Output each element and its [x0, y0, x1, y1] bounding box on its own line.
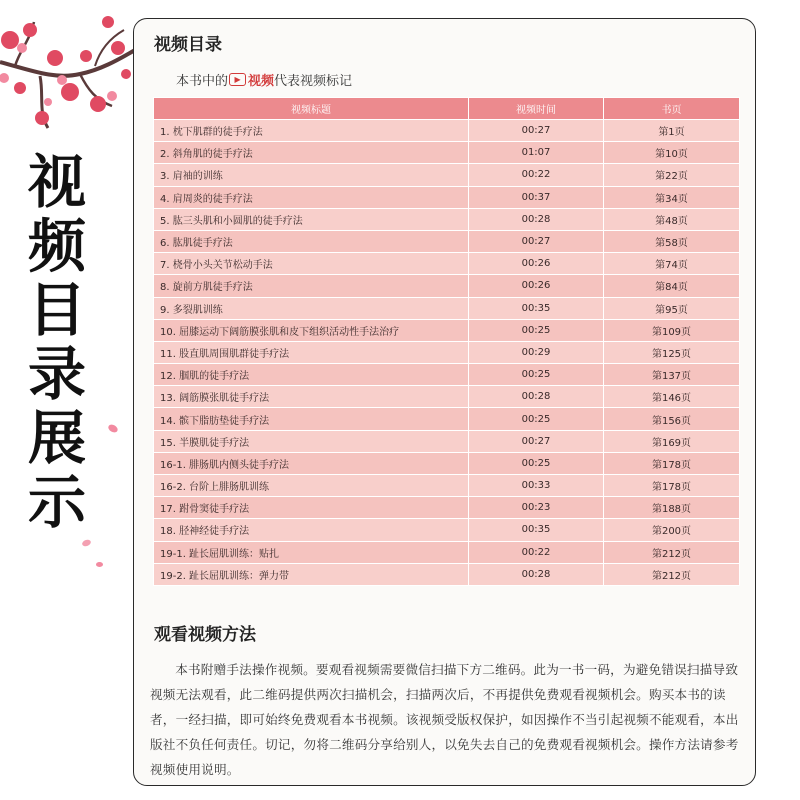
video-title-cell: 9. 多裂肌训练	[154, 297, 469, 319]
table-row	[154, 386, 740, 408]
video-title-cell: 3. 肩袖的训练	[154, 164, 469, 186]
video-time-cell: 00:22	[469, 164, 604, 186]
book-page-cell: 第48页	[604, 208, 740, 230]
section-title-watch-method: 观看视频方法	[154, 625, 256, 645]
book-page-cell: 第146页	[604, 386, 740, 408]
video-title-cell: 2. 斜角肌的徒手疗法	[154, 142, 469, 164]
table-row	[154, 164, 740, 186]
video-title-cell: 19-1. 趾长屈肌训练：贴扎	[154, 541, 469, 563]
video-time-cell: 00:27	[469, 120, 604, 142]
video-time-cell: 00:35	[469, 519, 604, 541]
table-row	[154, 519, 740, 541]
header-video-time: 视频时间	[469, 98, 604, 120]
book-page-cell: 第1页	[604, 120, 740, 142]
video-time-cell: 01:07	[469, 142, 604, 164]
book-page-cell: 第169页	[604, 430, 740, 452]
video-time-cell: 00:28	[469, 386, 604, 408]
table-row	[154, 430, 740, 452]
video-title-cell: 11. 股直肌周围肌群徒手疗法	[154, 341, 469, 363]
video-time-cell: 00:27	[469, 230, 604, 252]
video-title-cell: 13. 阔筋膜张肌徒手疗法	[154, 386, 469, 408]
video-title-cell: 12. 腘肌的徒手疗法	[154, 364, 469, 386]
table-row	[154, 341, 740, 363]
video-time-cell: 00:33	[469, 475, 604, 497]
video-time-cell: 00:22	[469, 541, 604, 563]
table-row	[154, 452, 740, 474]
video-title-cell: 16-1. 腓肠肌内侧头徒手疗法	[154, 452, 469, 474]
video-time-cell: 00:26	[469, 253, 604, 275]
intro-video-word: 视频	[248, 74, 275, 89]
table-row	[154, 253, 740, 275]
intro-text: 代表视频标记	[274, 74, 353, 89]
book-page-cell: 第95页	[604, 297, 740, 319]
video-title-cell: 10. 屈膝运动下阔筋膜张肌和皮下组织活动性手法治疗	[154, 319, 469, 341]
video-time-cell: 00:29	[469, 341, 604, 363]
header-book-page: 书页	[604, 98, 740, 120]
book-page-cell: 第109页	[604, 319, 740, 341]
table-row	[154, 475, 740, 497]
video-title-cell: 16-2. 台阶上腓肠肌训练	[154, 475, 469, 497]
intro-text: 本书中的	[176, 74, 229, 89]
video-time-cell: 00:28	[469, 563, 604, 585]
side-title-char: 展	[27, 404, 86, 472]
book-page-cell: 第178页	[604, 452, 740, 474]
table-row	[154, 208, 740, 230]
video-title-cell: 17. 跗骨窦徒手疗法	[154, 497, 469, 519]
side-title	[22, 150, 92, 534]
video-marker-note	[176, 70, 352, 89]
book-page-cell: 第84页	[604, 275, 740, 297]
table-row	[154, 541, 740, 563]
video-time-cell: 00:27	[469, 430, 604, 452]
paragraph-text: 本书附赠手法操作视频。要观看视频需要微信扫描下方二维码。此为一书一码，为避免错误扫描导致视频无法观看，此二维码提供两次扫描机会，扫描两次后，不再提供免费观看视频机会。购买本书的读者，一经扫描，即可始终免费观看本书视频。该视频受版权保护，如因操作不当引起视频不能观看，本出版社不负任何责任。切记，勿将二维码分享给别人，以免失去自己的免费观看视频机会。操作方法请参考视频使用说明。	[150, 662, 739, 777]
book-page-cell: 第74页	[604, 253, 740, 275]
petal-decoration	[96, 562, 103, 567]
video-title-cell: 19-2. 趾长屈肌训练：弹力带	[154, 563, 469, 585]
side-title-char: 录	[27, 340, 86, 408]
table-header-row	[154, 98, 740, 120]
video-title-cell: 18. 胫神经徒手疗法	[154, 519, 469, 541]
side-title-char: 频	[27, 212, 86, 280]
table-row	[154, 563, 740, 585]
table-row	[154, 364, 740, 386]
table-row	[154, 319, 740, 341]
video-time-cell: 00:25	[469, 408, 604, 430]
table-row	[154, 275, 740, 297]
side-title-char: 示	[27, 468, 86, 536]
book-page-cell: 第200页	[604, 519, 740, 541]
book-page-cell: 第178页	[604, 475, 740, 497]
video-time-cell: 00:28	[469, 208, 604, 230]
video-time-cell: 00:25	[469, 452, 604, 474]
book-page-cell: 第22页	[604, 164, 740, 186]
video-time-cell: 00:37	[469, 186, 604, 208]
video-title-cell: 4. 肩周炎的徒手疗法	[154, 186, 469, 208]
video-time-cell: 00:26	[469, 275, 604, 297]
book-page-cell: 第212页	[604, 563, 740, 585]
table-row	[154, 230, 740, 252]
book-page-cell: 第58页	[604, 230, 740, 252]
video-table	[153, 97, 740, 586]
video-title-cell: 6. 肱肌徒手疗法	[154, 230, 469, 252]
video-time-cell: 00:25	[469, 319, 604, 341]
side-title-char: 目	[27, 276, 86, 344]
table-row	[154, 120, 740, 142]
video-title-cell: 15. 半膜肌徒手疗法	[154, 430, 469, 452]
book-page-cell: 第212页	[604, 541, 740, 563]
video-title-cell: 7. 桡骨小头关节松动手法	[154, 253, 469, 275]
video-time-cell: 00:35	[469, 297, 604, 319]
header-video-title: 视频标题	[154, 98, 469, 120]
table-row	[154, 408, 740, 430]
table-row	[154, 497, 740, 519]
table-row	[154, 142, 740, 164]
book-page-cell: 第156页	[604, 408, 740, 430]
video-title-cell: 5. 肱三头肌和小圆肌的徒手疗法	[154, 208, 469, 230]
book-page-cell: 第137页	[604, 364, 740, 386]
table-row	[154, 186, 740, 208]
video-title-cell: 8. 旋前方肌徒手疗法	[154, 275, 469, 297]
video-play-icon: ▶	[229, 73, 246, 86]
video-time-cell: 00:23	[469, 497, 604, 519]
video-title-cell: 1. 枕下肌群的徒手疗法	[154, 120, 469, 142]
book-page-cell: 第34页	[604, 186, 740, 208]
book-page-cell: 第188页	[604, 497, 740, 519]
section-title-video-contents: 视频目录	[154, 35, 222, 55]
book-page-cell: 第10页	[604, 142, 740, 164]
table-row	[154, 297, 740, 319]
book-page-cell: 第125页	[604, 341, 740, 363]
side-title-char: 视	[27, 148, 86, 216]
video-title-cell: 14. 髌下脂肪垫徒手疗法	[154, 408, 469, 430]
video-time-cell: 00:25	[469, 364, 604, 386]
watch-method-paragraph	[150, 657, 750, 782]
